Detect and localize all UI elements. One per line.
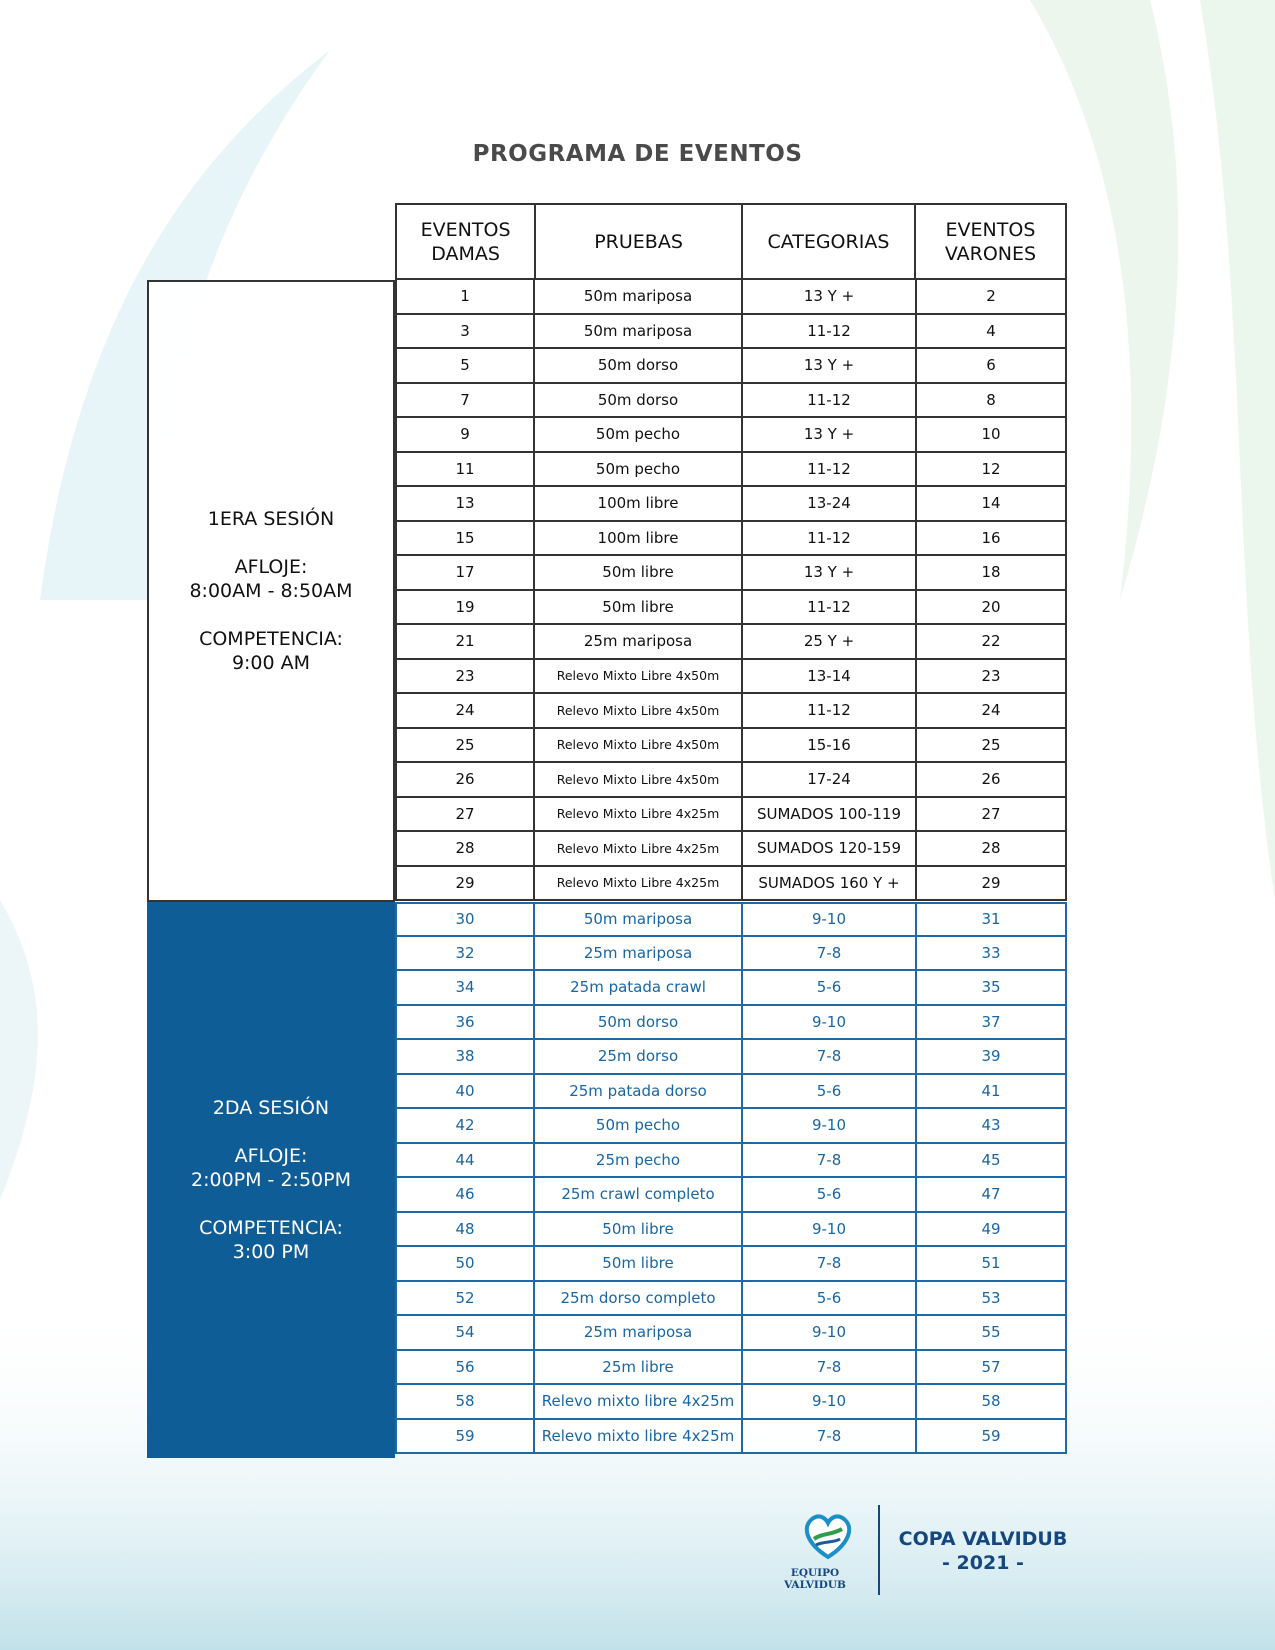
header-damas: EVENTOS DAMAS	[397, 205, 536, 278]
session-2-varones-cell: 57	[981, 1357, 1001, 1376]
session-2-prueba-cell: 25m dorso completo	[535, 1282, 743, 1315]
session-1-varones-cell: 16	[981, 528, 1001, 547]
session-1-categoria-cell: 13-14	[743, 660, 917, 693]
session-1-prueba-cell: 50m mariposa	[535, 315, 743, 348]
session-2-prueba-cell: 50m dorso	[535, 1006, 743, 1039]
session-1-categoria-cell: 11-12	[743, 522, 917, 555]
session-1-name: 1ERA SESIÓN	[207, 508, 335, 530]
session-1-damas-cell: 15	[397, 522, 535, 555]
session-1-categoria-cell: 11-12	[743, 453, 917, 486]
session-1-varones-cell: 23	[981, 666, 1001, 685]
session-2-varones-cell: 33	[981, 943, 1001, 962]
session-2-varones-cell: 45	[981, 1150, 1001, 1169]
session-1-damas-cell: 25	[397, 729, 535, 762]
session-2-name: 2DA SESIÓN	[212, 1097, 330, 1119]
table-row	[395, 1213, 1067, 1248]
session-2-categoria-cell: 5-6	[743, 1178, 917, 1211]
session-2-prueba-cell: Relevo mixto libre 4x25m	[535, 1385, 743, 1418]
session-2-prueba-cell: 50m libre	[535, 1213, 743, 1246]
table-row	[395, 729, 1067, 764]
session-1-prueba-cell: 100m libre	[535, 522, 743, 555]
session-1-categoria-cell: 25 Y +	[743, 625, 917, 658]
session-2-varones-cell: 43	[981, 1116, 1001, 1135]
session-2-damas-cell: 42	[397, 1109, 535, 1142]
session-2-prueba-cell: 25m libre	[535, 1351, 743, 1384]
session-2-prueba-cell: 50m pecho	[535, 1109, 743, 1142]
session-2-varones-cell: 31	[981, 910, 1001, 929]
session-2-rows	[395, 902, 1067, 1454]
session-1-varones-cell: 20	[981, 597, 1001, 616]
session-1-prueba-cell: 50m mariposa	[535, 280, 743, 313]
session-2-damas-cell: 48	[397, 1213, 535, 1246]
session-1-damas-cell: 27	[397, 798, 535, 831]
table-row	[395, 1351, 1067, 1386]
header-pruebas: PRUEBAS	[536, 205, 743, 278]
session-2-damas-cell: 58	[397, 1385, 535, 1418]
table-row	[395, 763, 1067, 798]
session-2-categoria-cell: 7-8	[743, 1144, 917, 1177]
session-1-categoria-cell: 11-12	[743, 384, 917, 417]
session-1-rows	[395, 280, 1067, 901]
session-1-varones-cell: 14	[981, 494, 1001, 513]
session-1-varones-cell: 25	[981, 735, 1001, 754]
table-row	[395, 280, 1067, 315]
header-varones: EVENTOS VARONES	[944, 218, 1037, 265]
session-1-varones-cell: 18	[981, 563, 1001, 582]
session-1-damas-cell: 1	[397, 280, 535, 313]
session-2-damas-cell: 56	[397, 1351, 535, 1384]
table-row	[395, 418, 1067, 453]
session-1-afloje-label: AFLOJE:	[234, 556, 308, 578]
session-2-prueba-cell: 25m mariposa	[535, 937, 743, 970]
session-1-categoria-cell: 15-16	[743, 729, 917, 762]
session-1-prueba-cell: Relevo Mixto Libre 4x25m	[535, 832, 743, 865]
session-2-varones-cell: 51	[981, 1254, 1001, 1273]
session-2-varones-cell: 39	[981, 1047, 1001, 1066]
session-2-varones-cell: 41	[981, 1081, 1001, 1100]
session-1-prueba-cell: 50m libre	[535, 556, 743, 589]
session-1-prueba-cell: 50m libre	[535, 591, 743, 624]
session-1-varones-cell: 24	[981, 701, 1001, 720]
session-1-categoria-cell: 11-12	[743, 315, 917, 348]
table-row	[395, 315, 1067, 350]
session-1-damas-cell: 21	[397, 625, 535, 658]
session-1-damas-cell: 13	[397, 487, 535, 520]
session-2-categoria-cell: 7-8	[743, 1040, 917, 1073]
session-2-prueba-cell: Relevo mixto libre 4x25m	[535, 1420, 743, 1453]
table-row	[395, 694, 1067, 729]
session-2-damas-cell: 50	[397, 1247, 535, 1280]
session-1-varones-cell: 10	[981, 425, 1001, 444]
table-row	[395, 1075, 1067, 1110]
session-1-prueba-cell: 100m libre	[535, 487, 743, 520]
team-logo	[760, 1505, 870, 1595]
table-header	[395, 203, 1067, 280]
header-categorias: CATEGORIAS	[743, 205, 916, 278]
table-row	[395, 591, 1067, 626]
session-1-varones-cell: 29	[981, 873, 1001, 892]
session-1-categoria-cell: 13 Y +	[743, 280, 917, 313]
session-1-categoria-cell: 13 Y +	[743, 418, 917, 451]
session-2-categoria-cell: 9-10	[743, 1316, 917, 1349]
session-2-damas-cell: 44	[397, 1144, 535, 1177]
session-2-varones-cell: 59	[981, 1426, 1001, 1445]
session-2-categoria-cell: 7-8	[743, 1420, 917, 1453]
session-2-varones-cell: 35	[981, 978, 1001, 997]
session-1-varones-cell: 22	[981, 632, 1001, 651]
footer	[760, 1505, 1080, 1595]
session-1-panel	[147, 280, 395, 902]
table-row	[395, 937, 1067, 972]
session-1-damas-cell: 5	[397, 349, 535, 382]
session-2-damas-cell: 59	[397, 1420, 535, 1453]
session-2-varones-cell: 53	[981, 1288, 1001, 1307]
session-1-categoria-cell: 17-24	[743, 763, 917, 796]
session-2-varones-cell: 58	[981, 1392, 1001, 1411]
session-1-varones-cell: 8	[986, 390, 996, 409]
session-2-prueba-cell: 50m mariposa	[535, 904, 743, 935]
session-1-afloje-time: 8:00AM - 8:50AM	[189, 580, 353, 602]
session-1-prueba-cell: 50m pecho	[535, 418, 743, 451]
footer-divider	[878, 1505, 880, 1595]
session-1-categoria-cell: 11-12	[743, 591, 917, 624]
session-1-prueba-cell: 25m mariposa	[535, 625, 743, 658]
session-1-damas-cell: 29	[397, 867, 535, 900]
session-2-varones-cell: 49	[981, 1219, 1001, 1238]
session-1-damas-cell: 26	[397, 763, 535, 796]
session-2-categoria-cell: 7-8	[743, 937, 917, 970]
session-1-damas-cell: 23	[397, 660, 535, 693]
heart-swimmer-icon	[798, 1505, 858, 1565]
cup-name: COPA VALVIDUB	[898, 1528, 1068, 1550]
session-2-damas-cell: 52	[397, 1282, 535, 1315]
session-2-prueba-cell: 25m mariposa	[535, 1316, 743, 1349]
table-row	[395, 625, 1067, 660]
session-1-categoria-cell: SUMADOS 100-119	[743, 798, 917, 831]
session-2-prueba-cell: 25m patada crawl	[535, 971, 743, 1004]
session-1-prueba-cell: Relevo Mixto Libre 4x50m	[535, 660, 743, 693]
table-row	[395, 556, 1067, 591]
session-2-prueba-cell: 25m pecho	[535, 1144, 743, 1177]
session-1-competencia-label: COMPETENCIA:	[199, 628, 343, 650]
table-row	[395, 1178, 1067, 1213]
cup-year: - 2021 -	[942, 1552, 1024, 1574]
session-1-categoria-cell: 11-12	[743, 694, 917, 727]
session-1-categoria-cell: SUMADOS 160 Y +	[743, 867, 917, 900]
session-1-varones-cell: 28	[981, 839, 1001, 858]
session-1-varones-cell: 27	[981, 804, 1001, 823]
session-2-damas-cell: 54	[397, 1316, 535, 1349]
session-1-damas-cell: 17	[397, 556, 535, 589]
table-row	[395, 522, 1067, 557]
session-2-categoria-cell: 5-6	[743, 1282, 917, 1315]
session-2-damas-cell: 38	[397, 1040, 535, 1073]
table-row	[395, 867, 1067, 902]
session-2-prueba-cell: 25m patada dorso	[535, 1075, 743, 1108]
session-2-damas-cell: 40	[397, 1075, 535, 1108]
table-row	[395, 1316, 1067, 1351]
table-row	[395, 660, 1067, 695]
session-1-varones-cell: 2	[986, 287, 996, 306]
session-2-panel	[147, 902, 395, 1458]
session-1-prueba-cell: Relevo Mixto Libre 4x50m	[535, 729, 743, 762]
session-1-damas-cell: 7	[397, 384, 535, 417]
session-2-damas-cell: 46	[397, 1178, 535, 1211]
session-2-prueba-cell: 25m dorso	[535, 1040, 743, 1073]
session-1-categoria-cell: 13-24	[743, 487, 917, 520]
table-row	[395, 832, 1067, 867]
table-row	[395, 1006, 1067, 1041]
session-2-afloje-time: 2:00PM - 2:50PM	[191, 1169, 351, 1191]
session-2-prueba-cell: 50m libre	[535, 1247, 743, 1280]
table-row	[395, 349, 1067, 384]
session-2-categoria-cell: 7-8	[743, 1351, 917, 1384]
page-title: PROGRAMA DE EVENTOS	[472, 141, 803, 167]
session-2-afloje-label: AFLOJE:	[234, 1145, 308, 1167]
session-1-prueba-cell: 50m dorso	[535, 384, 743, 417]
table-row	[395, 1109, 1067, 1144]
session-2-categoria-cell: 9-10	[743, 1385, 917, 1418]
session-2-prueba-cell: 25m crawl completo	[535, 1178, 743, 1211]
session-2-damas-cell: 34	[397, 971, 535, 1004]
session-2-varones-cell: 47	[981, 1185, 1001, 1204]
table-row	[395, 902, 1067, 937]
session-2-categoria-cell: 5-6	[743, 1075, 917, 1108]
table-row	[395, 1144, 1067, 1179]
session-2-categoria-cell: 9-10	[743, 1213, 917, 1246]
session-2-varones-cell: 37	[981, 1012, 1001, 1031]
session-1-prueba-cell: 50m dorso	[535, 349, 743, 382]
session-1-varones-cell: 4	[986, 321, 996, 340]
session-2-competencia-label: COMPETENCIA:	[199, 1217, 343, 1239]
session-1-prueba-cell: Relevo Mixto Libre 4x50m	[535, 694, 743, 727]
table-row	[395, 971, 1067, 1006]
session-1-prueba-cell: Relevo Mixto Libre 4x25m	[535, 867, 743, 900]
session-1-varones-cell: 6	[986, 356, 996, 375]
session-1-damas-cell: 11	[397, 453, 535, 486]
table-row	[395, 487, 1067, 522]
table-row	[395, 1420, 1067, 1455]
session-2-categoria-cell: 5-6	[743, 971, 917, 1004]
table-row	[395, 453, 1067, 488]
session-1-prueba-cell: 50m pecho	[535, 453, 743, 486]
session-1-categoria-cell: 13 Y +	[743, 349, 917, 382]
session-1-damas-cell: 24	[397, 694, 535, 727]
table-row	[395, 1247, 1067, 1282]
session-1-varones-cell: 12	[981, 459, 1001, 478]
session-2-categoria-cell: 9-10	[743, 904, 917, 935]
session-2-varones-cell: 55	[981, 1323, 1001, 1342]
session-1-damas-cell: 3	[397, 315, 535, 348]
table-row	[395, 1282, 1067, 1317]
session-2-categoria-cell: 9-10	[743, 1109, 917, 1142]
session-1-prueba-cell: Relevo Mixto Libre 4x50m	[535, 763, 743, 796]
session-1-competencia-time: 9:00 AM	[231, 652, 311, 674]
session-1-damas-cell: 19	[397, 591, 535, 624]
session-2-categoria-cell: 7-8	[743, 1247, 917, 1280]
team-name: EQUIPO VALVIDUB	[784, 1567, 846, 1591]
session-1-damas-cell: 28	[397, 832, 535, 865]
session-1-varones-cell: 26	[981, 770, 1001, 789]
cup-title	[888, 1527, 1078, 1575]
table-row	[395, 798, 1067, 833]
session-2-damas-cell: 36	[397, 1006, 535, 1039]
table-row	[395, 1385, 1067, 1420]
session-2-categoria-cell: 9-10	[743, 1006, 917, 1039]
session-1-damas-cell: 9	[397, 418, 535, 451]
session-2-competencia-time: 3:00 PM	[232, 1241, 310, 1263]
session-2-damas-cell: 30	[397, 904, 535, 935]
session-1-categoria-cell: SUMADOS 120-159	[743, 832, 917, 865]
session-2-damas-cell: 32	[397, 937, 535, 970]
session-1-categoria-cell: 13 Y +	[743, 556, 917, 589]
session-1-prueba-cell: Relevo Mixto Libre 4x25m	[535, 798, 743, 831]
table-row	[395, 1040, 1067, 1075]
table-row	[395, 384, 1067, 419]
